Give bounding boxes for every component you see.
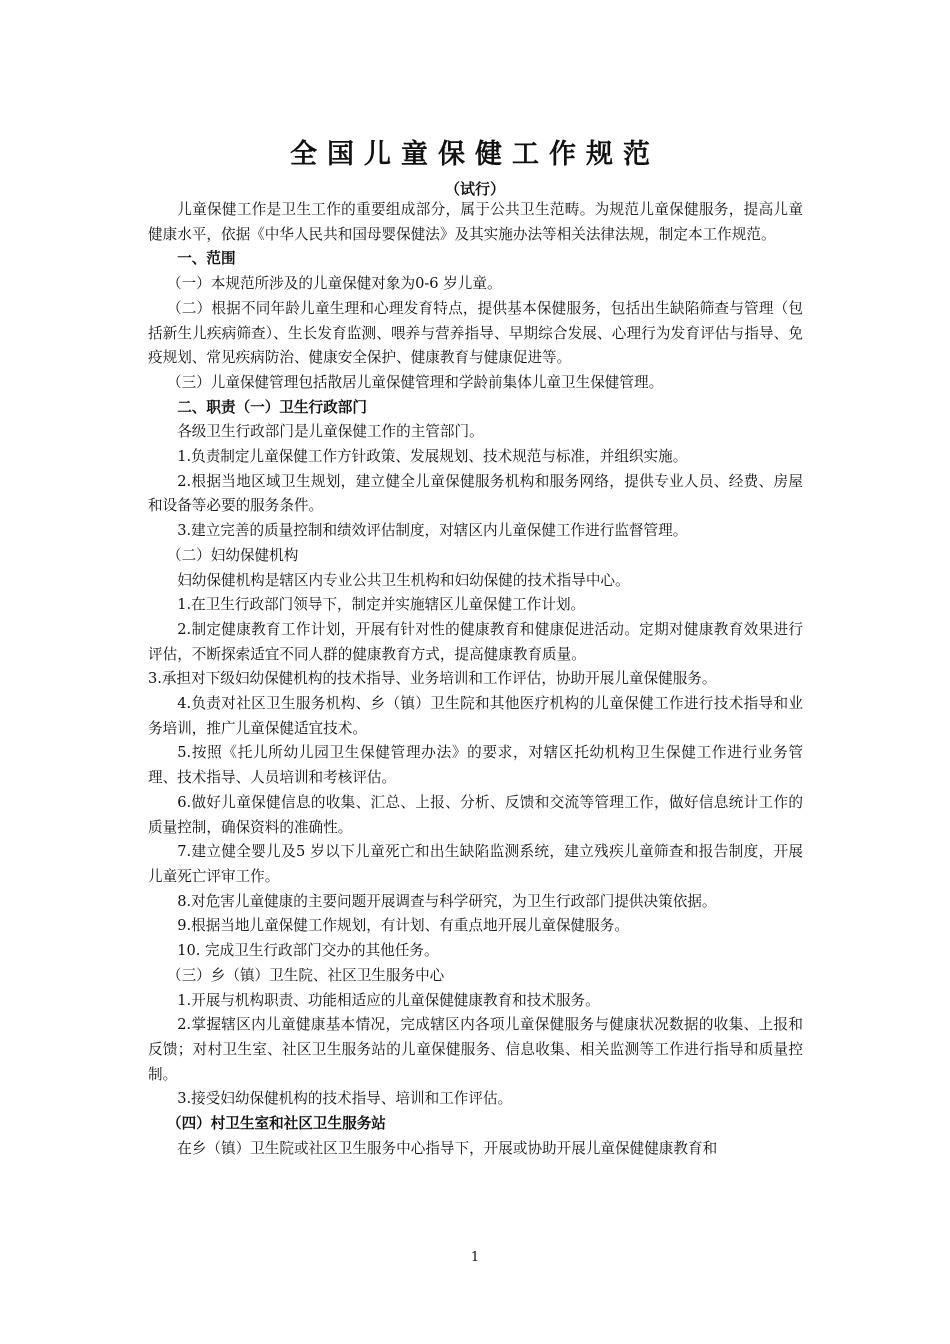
section-heading-duties: 二、职责（一）卫生行政部门 bbox=[177, 398, 367, 416]
list-item: 1.在卫生行政部门领导下，制定并实施辖区儿童保健工作计划。 bbox=[177, 596, 586, 614]
paragraph: 妇幼保健机构是辖区内专业公共卫生机构和妇幼保健的技术指导中心。 bbox=[177, 571, 630, 589]
section-heading-scope: 一、范围 bbox=[177, 250, 236, 268]
intro-paragraph: 儿童保健工作是卫生工作的重要组成部分，属于公共卫生范畴。为规范儿童保健服务，提高儿童健康水平，依据《中华人民共和国母婴保健法》及其实施办法等相关法律法规，制定本工作规范。 bbox=[148, 201, 803, 243]
page-number: 1 bbox=[470, 1250, 480, 1265]
list-item: 1.负责制定儿童保健工作方针政策、发展规划、技术规范与标准，并组织实施。 bbox=[177, 448, 688, 466]
subsection-heading-township: （三）乡（镇）卫生院、社区卫生服务中心 bbox=[166, 966, 445, 984]
paragraph: 在乡（镇）卫生院或社区卫生服务中心指导下，开展或协助开展儿童保健健康教育和 bbox=[177, 1139, 718, 1157]
document-subtitle: （试行） bbox=[444, 180, 505, 198]
list-item: 3.承担对下级妇幼保健机构的技术指导、业务培训和工作评估，协助开展儿童保健服务。 bbox=[148, 670, 717, 688]
list-item: 1.开展与机构职责、功能相适应的儿童保健健康教育和技术服务。 bbox=[177, 991, 600, 1009]
list-item: 5.按照《托儿所幼儿园卫生保健管理办法》的要求，对辖区托幼机构卫生保健工作进行业务管理、技术指导、人员培训和考核评估。 bbox=[148, 744, 803, 787]
list-item: 7.建立健全婴儿及5 岁以下儿童死亡和出生缺陷监测系统，建立残疾儿童筛查和报告制度，开展儿童死亡评审工作。 bbox=[148, 843, 803, 885]
list-item: 9.根据当地儿童保健工作规划，有计划、有重点地开展儿童保健服务。 bbox=[177, 917, 629, 935]
list-item: 3.建立完善的质量控制和绩效评估制度，对辖区内儿童保健工作进行监督管理。 bbox=[177, 522, 688, 540]
list-item: 3.接受妇幼保健机构的技术指导、培训和工作评估。 bbox=[177, 1090, 513, 1108]
document-body bbox=[148, 198, 803, 1161]
scope-item-1: （一）本规范所涉及的儿童保健对象为0-6 岁儿童。 bbox=[166, 275, 502, 293]
list-item: 4.负责对社区卫生服务机构、乡（镇）卫生院和其他医疗机构的儿童保健工作进行技术指导和业务培训，推广儿童保健适宜技术。 bbox=[148, 695, 803, 737]
list-item: 2.制定健康教育工作计划，开展有针对性的健康教育和健康促进活动。定期对健康教育效果进行评估，不断探索适宜不同人群的健康教育方式，提高健康教育质量。 bbox=[148, 620, 803, 663]
scope-item-3: （三）儿童保健管理包括散居儿童保健管理和学龄前集体儿童卫生保健管理。 bbox=[166, 373, 664, 391]
scope-item-2: （二）根据不同年龄儿童生理和心理发育特点，提供基本保健服务，包括出生缺陷筛查与管理（包括新生儿疾病筛查）、生长发育监测、喂养与营养指导、早期综合发展、心理行为发育评估与指导、免疫规划、常见疾病防治、健康安全保护、健康教育与健康促进等。 bbox=[148, 299, 803, 367]
subsection-heading-village: （四）村卫生室和社区卫生服务站 bbox=[166, 1115, 386, 1133]
subsection-heading-mch: （二）妇幼保健机构 bbox=[166, 546, 299, 564]
list-item: 2.掌握辖区内儿童健康基本情况，完成辖区内各项儿童保健服务与健康状况数据的收集、上报和反馈；对村卫生室、社区卫生服务站的儿童保健服务、信息收集、相关监测等工作进行指导和质量控制。 bbox=[148, 1016, 803, 1083]
list-item: 2.根据当地区域卫生规划，建立健全儿童保健服务机构和服务网络，提供专业人员、经费、房屋和设备等必要的服务条件。 bbox=[148, 472, 803, 515]
paragraph: 各级卫生行政部门是儿童保健工作的主管部门。 bbox=[177, 423, 484, 441]
list-item: 10. 完成卫生行政部门交办的其他任务。 bbox=[177, 942, 439, 960]
list-item: 6.做好儿童保健信息的收集、汇总、上报、分析、反馈和交流等管理工作，做好信息统计工作的质量控制，确保资料的准确性。 bbox=[148, 793, 803, 836]
document-title: 全国儿童保健工作规范 bbox=[290, 139, 660, 170]
list-item: 8.对危害儿童健康的主要问题开展调查与科学研究，为卫生行政部门提供决策依据。 bbox=[177, 892, 717, 910]
